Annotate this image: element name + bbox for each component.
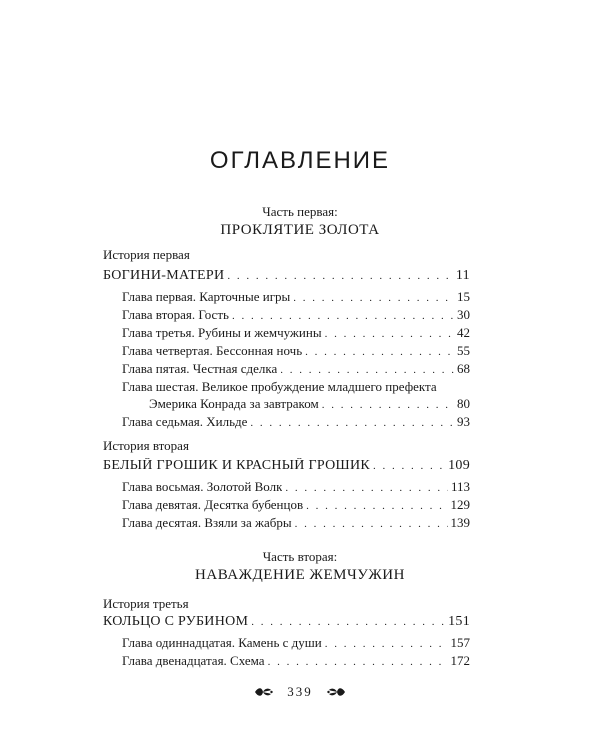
leader-dots bbox=[305, 346, 454, 358]
toc-chapter-row[interactable] bbox=[122, 343, 470, 361]
chapter-title: Глава первая. Карточные игры bbox=[122, 289, 291, 304]
leader-dots bbox=[295, 518, 448, 530]
page-ref: 172 bbox=[450, 653, 470, 668]
leader-dots bbox=[250, 417, 454, 429]
chapter-title: Глава десятая. Взяли за жабры bbox=[122, 515, 292, 530]
page-ref: 55 bbox=[457, 343, 470, 358]
toc-chapter-row[interactable] bbox=[122, 515, 470, 533]
leader-dots bbox=[325, 638, 448, 650]
chapter-title: Глава девятая. Десятка бубенцов bbox=[122, 497, 304, 512]
page-footer bbox=[0, 684, 600, 700]
chapter-title: Эмерика Конрада за завтраком bbox=[149, 396, 319, 411]
page-ref: 93 bbox=[457, 414, 470, 429]
leader-dots bbox=[268, 656, 448, 668]
toc-chapter-row[interactable] bbox=[122, 414, 470, 432]
page-ref: 109 bbox=[448, 458, 470, 473]
story-label: История вторая bbox=[103, 438, 189, 453]
leader-dots bbox=[306, 500, 447, 512]
part-title: НАВАЖДЕНИЕ ЖЕМЧУЖИН bbox=[195, 567, 405, 583]
page-ref: 157 bbox=[450, 635, 470, 650]
story-title: КОЛЬЦО С РУБИНОМ bbox=[103, 614, 249, 629]
chapter-title: Глава двенадцатая. Схема bbox=[122, 653, 265, 668]
toc-chapter-row[interactable] bbox=[122, 653, 470, 671]
page-ref: 42 bbox=[457, 325, 470, 340]
story-title: БЕЛЫЙ ГРОШИК И КРАСНЫЙ ГРОШИК bbox=[103, 458, 371, 473]
ornament-leaf-icon bbox=[327, 685, 347, 699]
page-ref: 80 bbox=[457, 396, 470, 411]
toc-story-row[interactable] bbox=[103, 268, 470, 286]
page-ref: 15 bbox=[457, 289, 470, 304]
chapter-title: Глава восьмая. Золотой Волк bbox=[122, 479, 283, 494]
leader-dots bbox=[251, 616, 445, 628]
leader-dots bbox=[227, 270, 453, 282]
page-ref: 139 bbox=[450, 515, 470, 530]
page-ref: 11 bbox=[455, 268, 470, 283]
toc-chapter-row[interactable] bbox=[149, 396, 470, 414]
toc-chapter-row[interactable] bbox=[122, 307, 470, 325]
toc-chapter-row[interactable] bbox=[122, 361, 470, 379]
part-label: Часть вторая: bbox=[262, 549, 338, 564]
toc-chapter-row[interactable] bbox=[122, 479, 470, 497]
page-number: 339 bbox=[287, 684, 313, 699]
story-label: История третья bbox=[103, 596, 189, 611]
page-ref: 68 bbox=[457, 361, 470, 376]
toc-chapter-row[interactable] bbox=[122, 635, 470, 653]
page-ref: 129 bbox=[450, 497, 470, 512]
leader-dots bbox=[373, 460, 445, 472]
leader-dots bbox=[285, 482, 448, 494]
chapter-title: Глава вторая. Гость bbox=[122, 307, 229, 322]
leader-dots bbox=[280, 364, 454, 376]
chapter-title-line1[interactable]: Глава шестая. Великое пробуждение младшего префекта bbox=[122, 379, 437, 394]
leader-dots bbox=[325, 328, 454, 340]
toc-chapter-row[interactable] bbox=[122, 497, 470, 515]
part-label: Часть первая: bbox=[262, 204, 338, 219]
story-label: История первая bbox=[103, 247, 190, 262]
page-ref: 151 bbox=[448, 614, 470, 629]
leader-dots bbox=[232, 310, 454, 322]
chapter-title: Глава четвертая. Бессонная ночь bbox=[122, 343, 303, 358]
chapter-title: Глава третья. Рубины и жемчужины bbox=[122, 325, 322, 340]
page-title: ОГЛАВЛЕНИЕ bbox=[209, 147, 391, 175]
chapter-title: Глава пятая. Честная сделка bbox=[122, 361, 278, 376]
ornament-leaf-icon bbox=[253, 685, 273, 699]
part-title: ПРОКЛЯТИЕ ЗОЛОТА bbox=[220, 222, 380, 238]
chapter-title: Глава одиннадцатая. Камень с души bbox=[122, 635, 322, 650]
page-ref: 30 bbox=[457, 307, 470, 322]
toc-story-row[interactable] bbox=[103, 614, 470, 632]
toc-chapter-row[interactable] bbox=[122, 325, 470, 343]
page-ref: 113 bbox=[450, 479, 470, 494]
story-title: БОГИНИ-МАТЕРИ bbox=[103, 268, 225, 283]
toc-story-row[interactable] bbox=[103, 458, 470, 476]
toc-chapter-row[interactable] bbox=[122, 289, 470, 307]
chapter-title: Глава седьмая. Хильде bbox=[122, 414, 248, 429]
leader-dots bbox=[293, 292, 454, 304]
leader-dots bbox=[322, 399, 454, 411]
